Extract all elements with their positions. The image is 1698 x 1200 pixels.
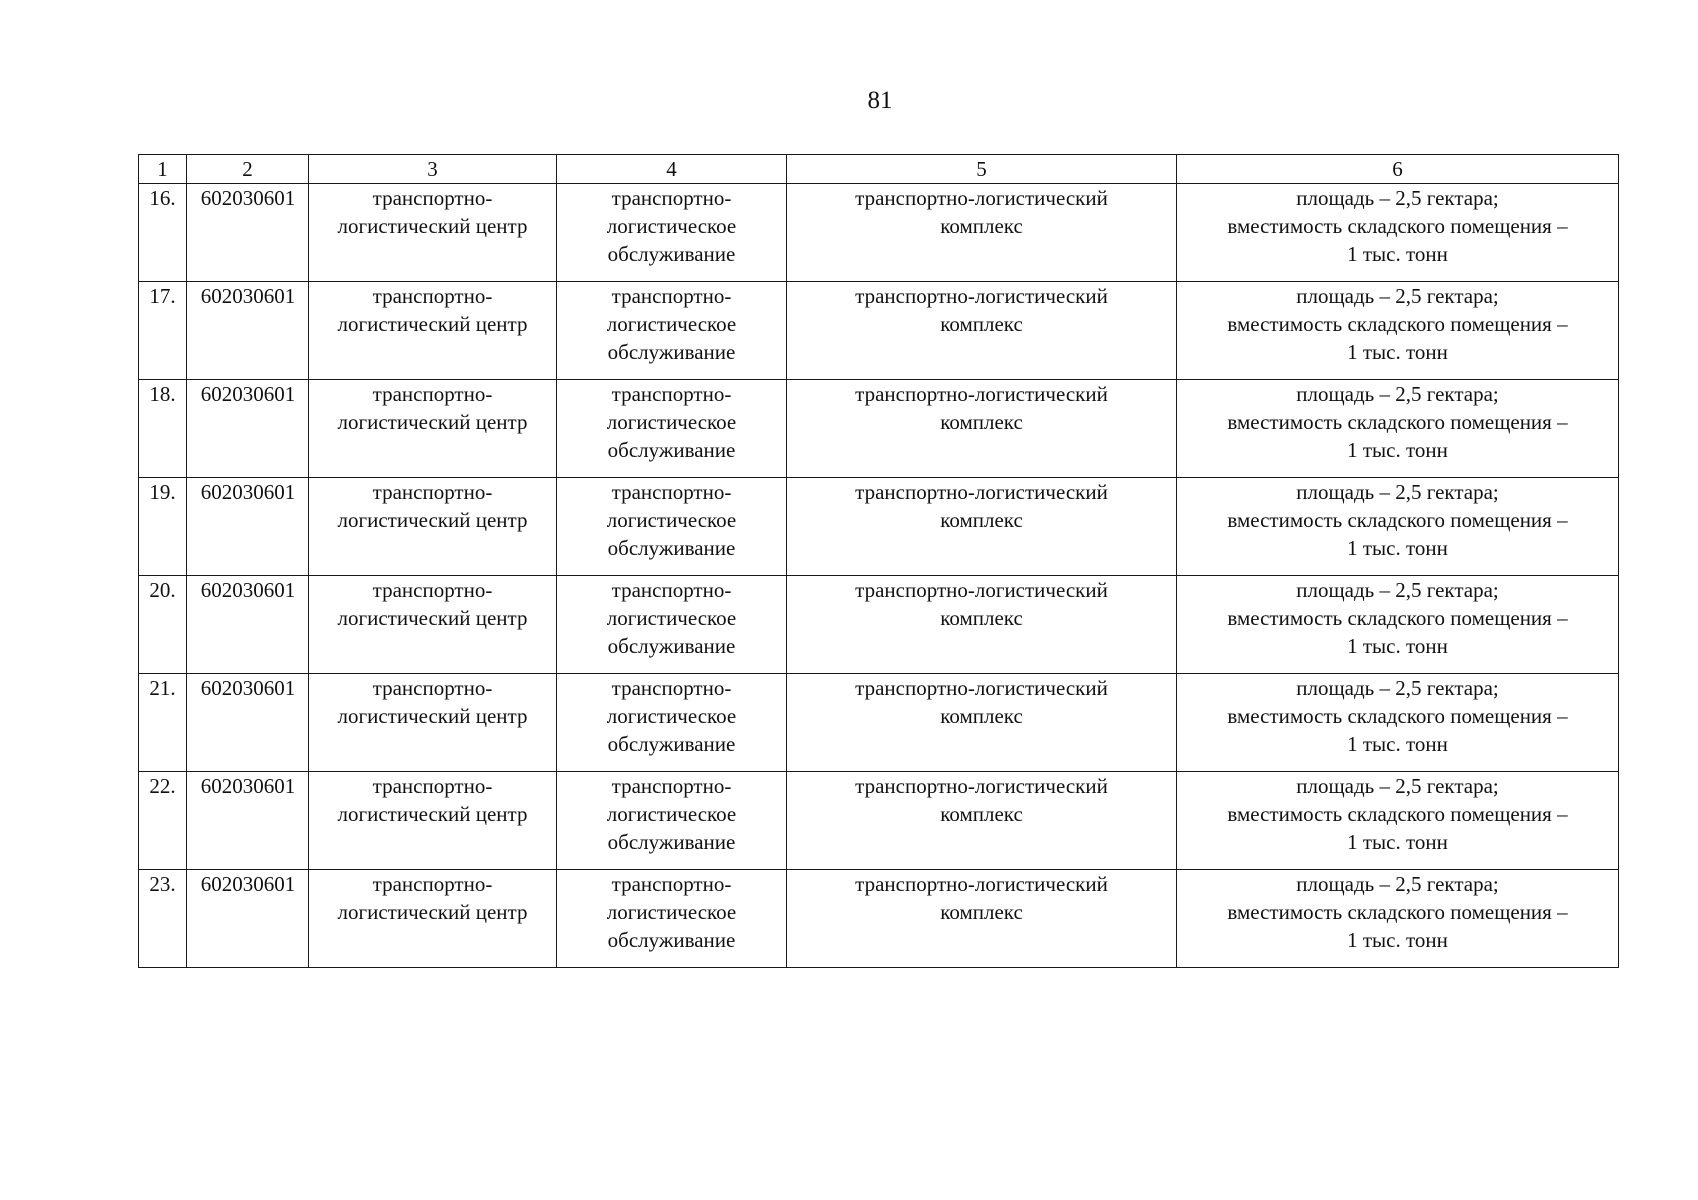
data-table (138, 154, 1619, 968)
col6-cell (1177, 772, 1619, 870)
col5-cell (787, 184, 1177, 282)
cell-text-line: обслуживание (607, 438, 736, 462)
col5-cell (787, 380, 1177, 478)
code-cell: 602030601 (187, 380, 309, 478)
col5-cell (787, 772, 1177, 870)
col4-cell (557, 674, 787, 772)
cell-text-line: транспортно-логистический (855, 774, 1108, 798)
row-number-cell: 19. (139, 478, 187, 576)
column-header: 1 (139, 155, 187, 184)
cell-text-line: вместимость складского помещения – (1227, 410, 1568, 434)
cell-text-line: транспортно-логистический (855, 676, 1108, 700)
table-row (139, 870, 1619, 968)
col4-cell (557, 380, 787, 478)
cell-text-line: площадь – 2,5 гектара; (1296, 676, 1499, 700)
cell-text-line: логистический центр (337, 802, 528, 826)
cell-text-line: 1 тыс. тонн (1347, 340, 1448, 364)
cell-text-line: комплекс (940, 508, 1023, 532)
column-header: 3 (309, 155, 557, 184)
cell-text-line: транспортно- (372, 284, 493, 308)
page-number: 81 (867, 87, 893, 114)
col5-cell (787, 282, 1177, 380)
cell-text-line: площадь – 2,5 гектара; (1296, 578, 1499, 602)
col4-cell (557, 576, 787, 674)
cell-text-line: обслуживание (607, 634, 736, 658)
cell-text-line: 1 тыс. тонн (1347, 634, 1448, 658)
col5-cell (787, 674, 1177, 772)
cell-text-line: обслуживание (607, 732, 736, 756)
col3-cell (309, 184, 557, 282)
row-number-cell: 21. (139, 674, 187, 772)
cell-text-line: логистический центр (337, 214, 528, 238)
table-row (139, 772, 1619, 870)
column-header: 6 (1177, 155, 1619, 184)
code-cell: 602030601 (187, 772, 309, 870)
cell-text-line: площадь – 2,5 гектара; (1296, 382, 1499, 406)
col6-cell (1177, 674, 1619, 772)
col3-cell (309, 380, 557, 478)
code-cell: 602030601 (187, 478, 309, 576)
cell-text-line: транспортно- (372, 186, 493, 210)
cell-text-line: логистическое (606, 214, 737, 238)
cell-text-line: транспортно- (372, 480, 493, 504)
code-cell: 602030601 (187, 576, 309, 674)
cell-text-line: логистическое (606, 802, 737, 826)
cell-text-line: комплекс (940, 214, 1023, 238)
cell-text-line: логистический центр (337, 410, 528, 434)
cell-text-line: транспортно- (372, 578, 493, 602)
cell-text-line: транспортно- (611, 382, 732, 406)
cell-text-line: транспортно- (611, 676, 732, 700)
cell-text-line: транспортно- (611, 774, 732, 798)
col4-cell (557, 478, 787, 576)
col4-cell (557, 184, 787, 282)
row-number-cell: 17. (139, 282, 187, 380)
code-cell: 602030601 (187, 870, 309, 968)
cell-text-line: обслуживание (607, 928, 736, 952)
cell-text-line: обслуживание (607, 536, 736, 560)
cell-text-line: транспортно- (372, 676, 493, 700)
cell-text-line: 1 тыс. тонн (1347, 732, 1448, 756)
row-number-cell: 22. (139, 772, 187, 870)
cell-text-line: площадь – 2,5 гектара; (1296, 186, 1499, 210)
cell-text-line: вместимость складского помещения – (1227, 606, 1568, 630)
cell-text-line: транспортно- (372, 774, 493, 798)
cell-text-line: 1 тыс. тонн (1347, 242, 1448, 266)
cell-text-line: обслуживание (607, 830, 736, 854)
cell-text-line: транспортно-логистический (855, 480, 1108, 504)
cell-text-line: логистическое (606, 606, 737, 630)
col5-cell (787, 870, 1177, 968)
cell-text-line: комплекс (940, 410, 1023, 434)
col6-cell (1177, 184, 1619, 282)
cell-text-line: транспортно- (611, 480, 732, 504)
cell-text-line: логистическое (606, 704, 737, 728)
cell-text-line: обслуживание (607, 242, 736, 266)
cell-text-line: площадь – 2,5 гектара; (1296, 872, 1499, 896)
table-row (139, 380, 1619, 478)
table-row (139, 184, 1619, 282)
cell-text-line: транспортно- (611, 578, 732, 602)
code-cell: 602030601 (187, 674, 309, 772)
code-cell: 602030601 (187, 282, 309, 380)
row-number-cell: 23. (139, 870, 187, 968)
cell-text-line: 1 тыс. тонн (1347, 536, 1448, 560)
row-number-cell: 16. (139, 184, 187, 282)
cell-text-line: вместимость складского помещения – (1227, 900, 1568, 924)
cell-text-line: обслуживание (607, 340, 736, 364)
cell-text-line: комплекс (940, 704, 1023, 728)
cell-text-line: транспортно-логистический (855, 382, 1108, 406)
cell-text-line: вместимость складского помещения – (1227, 312, 1568, 336)
col6-cell (1177, 478, 1619, 576)
table-header-row (139, 155, 1619, 184)
cell-text-line: площадь – 2,5 гектара; (1296, 480, 1499, 504)
cell-text-line: логистический центр (337, 312, 528, 336)
cell-text-line: логистический центр (337, 704, 528, 728)
cell-text-line: площадь – 2,5 гектара; (1296, 774, 1499, 798)
cell-text-line: логистическое (606, 312, 737, 336)
cell-text-line: 1 тыс. тонн (1347, 830, 1448, 854)
cell-text-line: транспортно- (611, 872, 732, 896)
cell-text-line: комплекс (940, 312, 1023, 336)
col3-cell (309, 478, 557, 576)
cell-text-line: площадь – 2,5 гектара; (1296, 284, 1499, 308)
cell-text-line: логистическое (606, 508, 737, 532)
cell-text-line: транспортно-логистический (855, 872, 1108, 896)
column-header: 2 (187, 155, 309, 184)
col4-cell (557, 870, 787, 968)
col3-cell (309, 576, 557, 674)
cell-text-line: логистический центр (337, 508, 528, 532)
cell-text-line: вместимость складского помещения – (1227, 802, 1568, 826)
table-row (139, 478, 1619, 576)
cell-text-line: логистическое (606, 900, 737, 924)
cell-text-line: вместимость складского помещения – (1227, 704, 1568, 728)
cell-text-line: комплекс (940, 802, 1023, 826)
cell-text-line: вместимость складского помещения – (1227, 214, 1568, 238)
table-row (139, 576, 1619, 674)
cell-text-line: транспортно-логистический (855, 186, 1108, 210)
cell-text-line: транспортно- (372, 872, 493, 896)
cell-text-line: логистическое (606, 410, 737, 434)
cell-text-line: логистический центр (337, 900, 528, 924)
col3-cell (309, 674, 557, 772)
col5-cell (787, 576, 1177, 674)
table-row (139, 674, 1619, 772)
cell-text-line: логистический центр (337, 606, 528, 630)
row-number-cell: 18. (139, 380, 187, 478)
cell-text-line: вместимость складского помещения – (1227, 508, 1568, 532)
col4-cell (557, 772, 787, 870)
cell-text-line: транспортно- (372, 382, 493, 406)
row-number-cell: 20. (139, 576, 187, 674)
col3-cell (309, 772, 557, 870)
col5-cell (787, 478, 1177, 576)
cell-text-line: транспортно-логистический (855, 578, 1108, 602)
col3-cell (309, 282, 557, 380)
table-row (139, 282, 1619, 380)
table-body (139, 155, 1619, 968)
col3-cell (309, 870, 557, 968)
cell-text-line: транспортно-логистический (855, 284, 1108, 308)
column-header: 5 (787, 155, 1177, 184)
cell-text-line: транспортно- (611, 284, 732, 308)
col6-cell (1177, 870, 1619, 968)
col6-cell (1177, 282, 1619, 380)
cell-text-line: 1 тыс. тонн (1347, 438, 1448, 462)
cell-text-line: комплекс (940, 606, 1023, 630)
col4-cell (557, 282, 787, 380)
cell-text-line: 1 тыс. тонн (1347, 928, 1448, 952)
code-cell: 602030601 (187, 184, 309, 282)
cell-text-line: комплекс (940, 900, 1023, 924)
col6-cell (1177, 576, 1619, 674)
col6-cell (1177, 380, 1619, 478)
column-header: 4 (557, 155, 787, 184)
cell-text-line: транспортно- (611, 186, 732, 210)
